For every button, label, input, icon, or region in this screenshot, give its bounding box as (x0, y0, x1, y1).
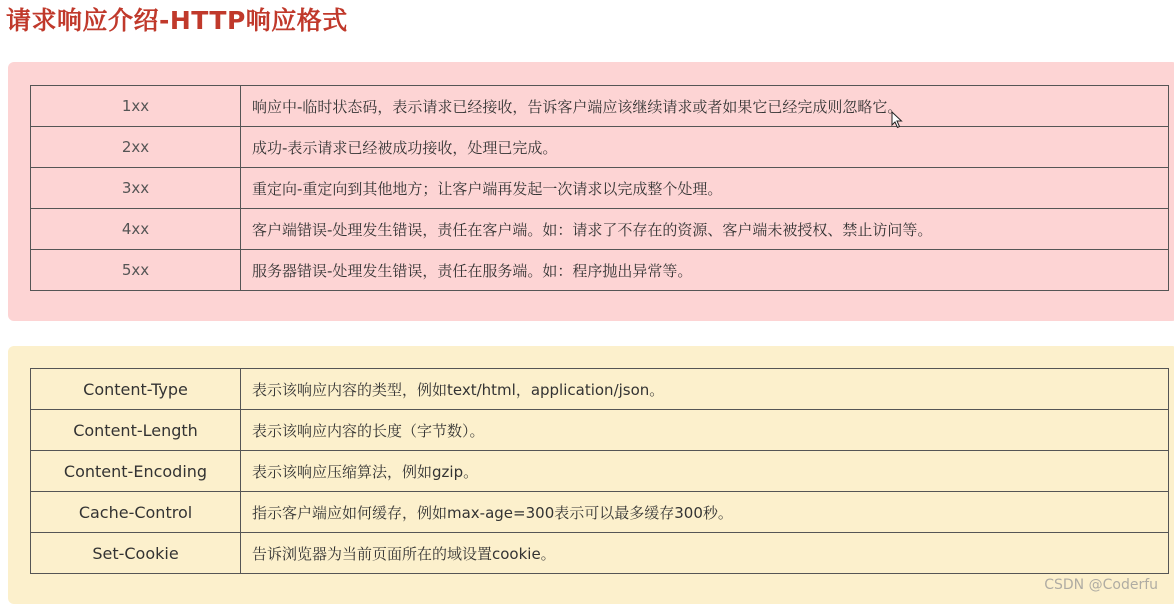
table-row (31, 533, 1169, 574)
table-row (31, 168, 1169, 209)
status-code-cell: 2xx (31, 127, 241, 168)
table-row (31, 127, 1169, 168)
status-code-cell: 3xx (31, 168, 241, 209)
table-row (31, 369, 1169, 410)
header-desc-cell: 表示该响应内容的类型，例如text/html，application/json。 (241, 369, 1169, 410)
header-desc-cell: 表示该响应内容的长度（字节数）。 (241, 410, 1169, 451)
table-row (31, 451, 1169, 492)
header-name-cell: Content-Length (31, 410, 241, 451)
status-code-cell: 4xx (31, 209, 241, 250)
status-desc-cell: 客户端错误-处理发生错误，责任在客户端。如：请求了不存在的资源、客户端未被授权、禁止访问等。 (241, 209, 1169, 250)
page-title: 请求响应介绍-HTTP响应格式 (6, 6, 348, 35)
status-code-cell: 5xx (31, 250, 241, 291)
status-desc-cell: 响应中-临时状态码，表示请求已经接收，告诉客户端应该继续请求或者如果它已经完成则忽略它。 (241, 86, 1169, 127)
response-headers-panel (8, 346, 1174, 604)
header-desc-cell: 指示客户端应如何缓存，例如max-age=300表示可以最多缓存300秒。 (241, 492, 1169, 533)
status-code-panel (8, 62, 1174, 321)
table-row (31, 209, 1169, 250)
header-name-cell: Set-Cookie (31, 533, 241, 574)
header-name-cell: Content-Type (31, 369, 241, 410)
header-desc-cell: 告诉浏览器为当前页面所在的域设置cookie。 (241, 533, 1169, 574)
status-code-table (30, 85, 1169, 291)
header-name-cell: Cache-Control (31, 492, 241, 533)
mouse-pointer-icon (891, 111, 903, 129)
watermark: CSDN @Coderfu (1044, 577, 1158, 593)
table-row (31, 492, 1169, 533)
table-row (31, 86, 1169, 127)
status-desc-cell: 成功-表示请求已经被成功接收，处理已完成。 (241, 127, 1169, 168)
status-desc-cell: 服务器错误-处理发生错误，责任在服务端。如：程序抛出异常等。 (241, 250, 1169, 291)
header-name-cell: Content-Encoding (31, 451, 241, 492)
status-code-cell: 1xx (31, 86, 241, 127)
table-row (31, 250, 1169, 291)
status-desc-cell: 重定向-重定向到其他地方；让客户端再发起一次请求以完成整个处理。 (241, 168, 1169, 209)
header-desc-cell: 表示该响应压缩算法，例如gzip。 (241, 451, 1169, 492)
response-headers-table (30, 368, 1169, 574)
table-row (31, 410, 1169, 451)
